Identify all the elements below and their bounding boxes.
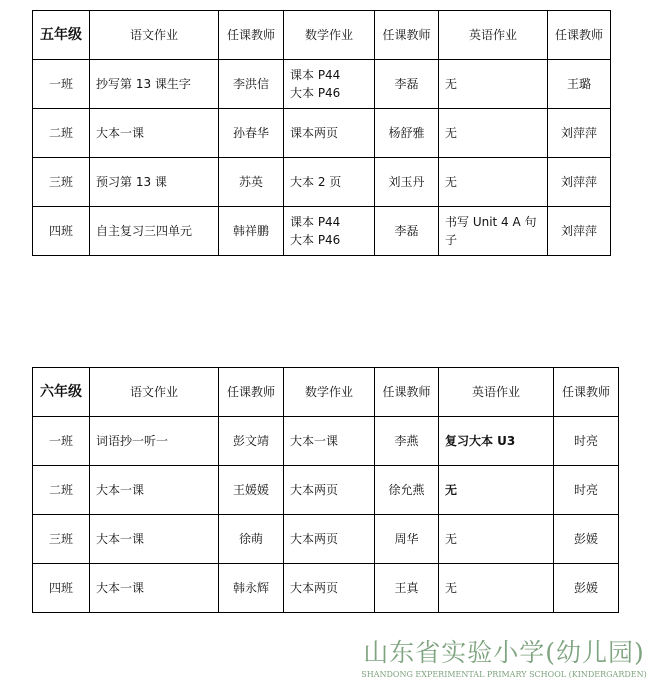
math-teacher: 李磊 — [375, 60, 439, 109]
chinese-teacher: 韩永辉 — [219, 564, 284, 613]
table-header-row — [33, 11, 611, 60]
header-english-homework: 英语作业 — [439, 11, 548, 60]
math-homework: 课本两页 — [284, 109, 375, 158]
chinese-homework: 词语抄一听一 — [90, 417, 219, 466]
grade6-homework-table — [32, 367, 619, 613]
school-name-english: SHANDONG EXPERIMENTAL PRIMARY SCHOOL (KINDERGARDEN) — [361, 670, 647, 679]
chinese-homework: 预习第 13 课 — [90, 158, 219, 207]
math-teacher: 李磊 — [375, 207, 439, 256]
header-teacher: 任课教师 — [548, 11, 611, 60]
math-teacher: 王真 — [375, 564, 439, 613]
header-chinese-homework: 语文作业 — [90, 368, 219, 417]
english-teacher: 刘萍萍 — [548, 109, 611, 158]
header-teacher: 任课教师 — [375, 368, 439, 417]
english-homework: 无 — [439, 60, 548, 109]
class-name: 三班 — [33, 515, 90, 564]
math-teacher: 徐允燕 — [375, 466, 439, 515]
english-teacher: 刘萍萍 — [548, 207, 611, 256]
english-teacher: 彭媛 — [554, 515, 619, 564]
table-row — [33, 60, 611, 109]
english-homework: 无 — [439, 564, 554, 613]
english-homework: 无 — [439, 515, 554, 564]
header-teacher: 任课教师 — [219, 368, 284, 417]
math-homework: 大本一课 — [284, 417, 375, 466]
math-homework: 大本两页 — [284, 466, 375, 515]
class-name: 一班 — [33, 417, 90, 466]
english-teacher: 王璐 — [548, 60, 611, 109]
chinese-teacher: 徐萌 — [219, 515, 284, 564]
grade-title: 五年级 — [33, 11, 90, 60]
chinese-teacher: 李洪信 — [219, 60, 284, 109]
chinese-teacher: 孙春华 — [219, 109, 284, 158]
english-homework: 无 — [439, 158, 548, 207]
math-teacher: 李燕 — [375, 417, 439, 466]
table-header-row — [33, 368, 619, 417]
grade-title: 六年级 — [33, 368, 90, 417]
chinese-teacher: 苏英 — [219, 158, 284, 207]
chinese-homework: 大本一课 — [90, 564, 219, 613]
table-row — [33, 466, 619, 515]
table-row — [33, 564, 619, 613]
table-row — [33, 109, 611, 158]
header-math-homework: 数学作业 — [284, 368, 375, 417]
math-homework: 课本 P44 大本 P46 — [284, 207, 375, 256]
grade5-homework-table — [32, 10, 611, 256]
header-teacher: 任课教师 — [375, 11, 439, 60]
table-row — [33, 158, 611, 207]
class-name: 一班 — [33, 60, 90, 109]
class-name: 四班 — [33, 564, 90, 613]
chinese-homework: 大本一课 — [90, 466, 219, 515]
english-homework: 复习大本 U3 — [439, 417, 554, 466]
table-row — [33, 207, 611, 256]
math-homework: 大本 2 页 — [284, 158, 375, 207]
table-row — [33, 417, 619, 466]
math-homework: 大本两页 — [284, 564, 375, 613]
math-teacher: 杨舒雅 — [375, 109, 439, 158]
school-name-chinese: 山东省实验小学(幼儿园) — [363, 638, 645, 667]
header-teacher: 任课教师 — [219, 11, 284, 60]
math-homework: 大本两页 — [284, 515, 375, 564]
chinese-homework: 自主复习三四单元 — [90, 207, 219, 256]
chinese-homework: 抄写第 13 课生字 — [90, 60, 219, 109]
english-homework: 无 — [439, 109, 548, 158]
english-teacher: 刘萍萍 — [548, 158, 611, 207]
english-teacher: 彭媛 — [554, 564, 619, 613]
english-homework: 书写 Unit 4 A 句 子 — [439, 207, 548, 256]
header-english-homework: 英语作业 — [439, 368, 554, 417]
english-teacher: 时亮 — [554, 466, 619, 515]
school-logo — [356, 637, 652, 685]
chinese-teacher: 韩祥鹏 — [219, 207, 284, 256]
math-teacher: 刘玉丹 — [375, 158, 439, 207]
class-name: 三班 — [33, 158, 90, 207]
chinese-teacher: 彭文靖 — [219, 417, 284, 466]
class-name: 四班 — [33, 207, 90, 256]
class-name: 二班 — [33, 466, 90, 515]
chinese-teacher: 王媛媛 — [219, 466, 284, 515]
english-teacher: 时亮 — [554, 417, 619, 466]
header-chinese-homework: 语文作业 — [90, 11, 219, 60]
header-math-homework: 数学作业 — [284, 11, 375, 60]
math-homework: 课本 P44 大本 P46 — [284, 60, 375, 109]
chinese-homework: 大本一课 — [90, 515, 219, 564]
chinese-homework: 大本一课 — [90, 109, 219, 158]
header-teacher: 任课教师 — [554, 368, 619, 417]
english-homework: 无 — [439, 466, 554, 515]
class-name: 二班 — [33, 109, 90, 158]
table-row — [33, 515, 619, 564]
math-teacher: 周华 — [375, 515, 439, 564]
